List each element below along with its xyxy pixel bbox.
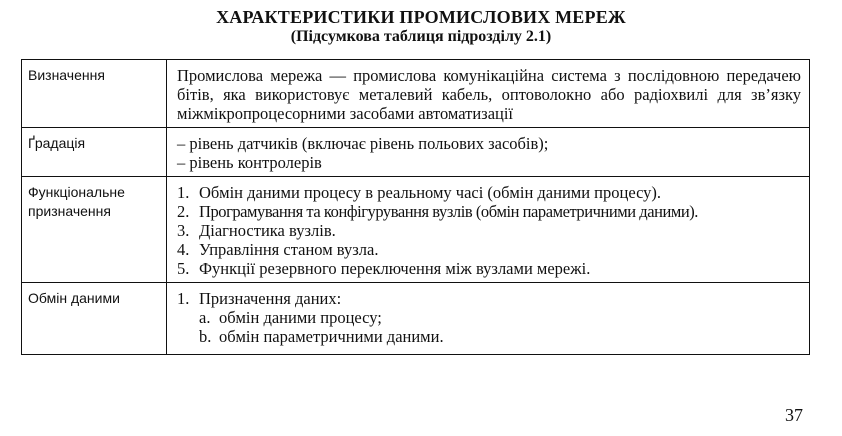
list-item-text: Програмування та конфігурування вузлів (обмін параметричними даними). (199, 202, 698, 221)
sub-item-letter: a. (199, 308, 211, 327)
row-label-gradation: Ґрадація (22, 128, 167, 177)
sub-item-text: обмін параметричними даними. (219, 327, 444, 346)
definition-text: Промислова мережа — промислова комунікаційна система з послідовною передачею бітів, яка використовує металевий кабель, оптоволокно або радіохвилі для зв’язку міжмікропроцесорними засобами автоматизації (177, 66, 801, 123)
page-title: ХАРАКТЕРИСТИКИ ПРОМИСЛОВИХ МЕРЕЖ (216, 7, 626, 27)
row-label-purpose-line2: призначення (28, 203, 111, 219)
table-row-definition (22, 60, 810, 128)
gradation-line: – рівень датчиків (включає рівень польових засобів); (177, 134, 549, 153)
list-item (177, 240, 801, 259)
list-item-number: 5. (177, 259, 190, 278)
row-content-purpose (167, 177, 810, 283)
list-item (177, 221, 801, 240)
summary-table (21, 59, 810, 355)
list-item-number: 2. (177, 202, 190, 221)
row-label-exchange: Обмін даними (22, 283, 167, 355)
list-item (177, 259, 801, 278)
purpose-list (177, 183, 801, 278)
row-label-purpose-line1: Функціональне (28, 184, 125, 200)
sub-item-letter: b. (199, 327, 212, 346)
row-content-definition (167, 60, 810, 128)
list-item (177, 202, 801, 221)
sub-list-item (199, 308, 801, 327)
sub-list-item (199, 327, 801, 346)
sub-item-text: обмін даними процесу; (219, 308, 382, 327)
list-item (177, 289, 801, 308)
exchange-sublist (177, 308, 801, 346)
list-item-number: 4. (177, 240, 190, 259)
table-row-gradation (22, 128, 810, 177)
table-row-exchange (22, 283, 810, 355)
row-label-purpose (22, 177, 167, 283)
page-number: 37 (785, 405, 803, 425)
list-item (177, 183, 801, 202)
exchange-list (177, 289, 801, 308)
list-item-number: 1. (177, 289, 190, 308)
gradation-line: – рівень контролерів (177, 153, 322, 172)
list-item-number: 3. (177, 221, 190, 240)
list-item-text: Діагностика вузлів. (199, 221, 336, 240)
page-subtitle: (Підсумкова таблиця підрозділу 2.1) (290, 28, 552, 45)
row-content-exchange (167, 283, 810, 355)
list-item-text: Функції резервного переключення між вузлами мережі. (199, 259, 591, 278)
row-content-gradation (167, 128, 810, 177)
list-item-number: 1. (177, 183, 190, 202)
list-item-text: Обмін даними процесу в реальному часі (обмін даними процесу). (199, 183, 662, 202)
row-label-definition: Визначення (22, 60, 167, 128)
list-item-text: Управління станом вузла. (199, 240, 379, 259)
table-row-purpose (22, 177, 810, 283)
list-item-text: Призначення даних: (199, 289, 342, 308)
